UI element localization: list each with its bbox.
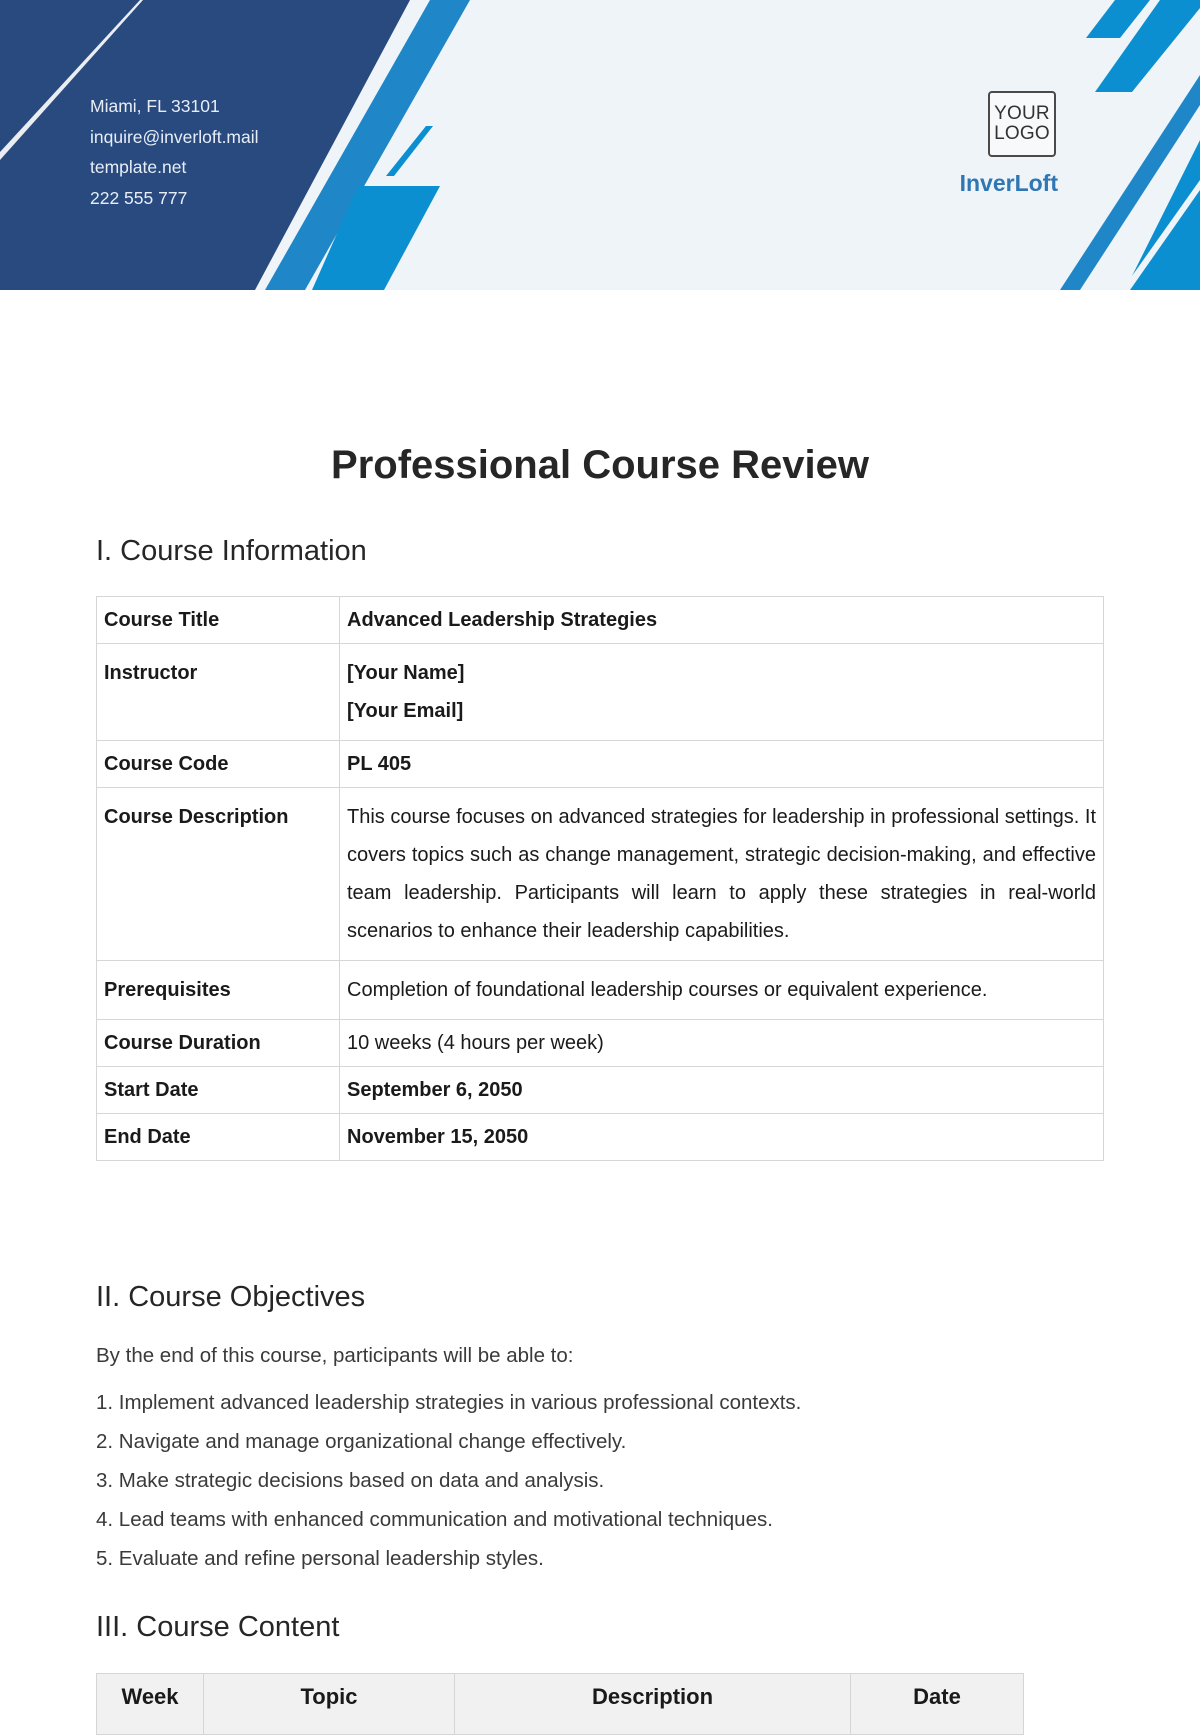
info-value-line: PL 405 — [347, 753, 412, 775]
info-value — [340, 788, 1104, 961]
info-value-line: [Your Email] — [347, 700, 464, 722]
info-label: Prerequisites — [97, 961, 340, 1020]
section-heading-course-information: I. Course Information — [96, 535, 367, 567]
course-content-table — [96, 1673, 1024, 1735]
section-heading-course-objectives: II. Course Objectives — [96, 1281, 366, 1313]
logo-text-line-1: YOUR — [994, 103, 1050, 124]
info-value — [340, 597, 1104, 644]
info-value-line: September 6, 2050 — [347, 1079, 523, 1101]
info-value-line: Completion of foundational leadership courses or equivalent experience. — [347, 979, 988, 1001]
info-value-line: [Your Name] — [347, 662, 465, 684]
info-value-line: 10 weeks (4 hours per week) — [347, 1032, 604, 1054]
objective-item: 3. Make strategic decisions based on data and analysis. — [96, 1469, 605, 1492]
column-header-date: Date — [851, 1674, 1024, 1735]
info-value — [340, 1067, 1104, 1114]
course-information-table — [96, 596, 1104, 1161]
info-value — [340, 961, 1104, 1020]
info-value-line: This course focuses on advanced strategies for leadership in professional settings. It covers topics such as change management, strategic decision-making, and effective team leadership. Participants will learn to apply these strategies in real-world scenarios to enhance their leadership capabilities. — [347, 806, 1096, 942]
page-title: Professional Course Review — [331, 443, 869, 487]
contact-block — [90, 91, 259, 213]
info-row — [97, 961, 1104, 1020]
info-row — [97, 788, 1104, 961]
info-row — [97, 597, 1104, 644]
info-value — [340, 1114, 1104, 1161]
objectives-list — [96, 1383, 801, 1578]
objective-item: 5. Evaluate and refine personal leadership styles. — [96, 1547, 544, 1570]
header-banner — [0, 0, 1200, 290]
info-label: Start Date — [97, 1067, 340, 1114]
brand-name: InverLoft — [959, 170, 1058, 196]
info-value-line: Advanced Leadership Strategies — [347, 609, 658, 631]
objectives-intro: By the end of this course, participants will be able to: — [96, 1344, 574, 1367]
objective-item: 1. Implement advanced leadership strategies in various professional contexts. — [96, 1391, 802, 1414]
info-row — [97, 644, 1104, 741]
info-value — [340, 741, 1104, 788]
logo-placeholder — [988, 91, 1056, 157]
section-heading-course-content: III. Course Content — [96, 1611, 340, 1643]
info-row — [97, 1114, 1104, 1161]
info-label: Instructor — [97, 644, 340, 741]
contact-address: Miami, FL 33101 — [90, 96, 220, 116]
column-header-topic: Topic — [204, 1674, 455, 1735]
info-row — [97, 741, 1104, 788]
info-value — [340, 1020, 1104, 1067]
info-value — [340, 644, 1104, 741]
info-value-line: November 15, 2050 — [347, 1126, 529, 1148]
info-label: Course Description — [97, 788, 340, 961]
contact-website: template.net — [90, 157, 187, 177]
info-row — [97, 1020, 1104, 1067]
contact-phone: 222 555 777 — [90, 187, 188, 208]
info-row — [97, 1067, 1104, 1114]
objective-item: 2. Navigate and manage organizational change effectively. — [96, 1430, 627, 1453]
column-header-week: Week — [97, 1674, 204, 1735]
logo-text-line-2: LOGO — [994, 123, 1050, 144]
objective-item: 4. Lead teams with enhanced communication and motivational techniques. — [96, 1508, 773, 1531]
contact-email: inquire@inverloft.mail — [90, 126, 259, 147]
info-label: Course Code — [97, 741, 340, 788]
info-label: Course Title — [97, 597, 340, 644]
column-header-description: Description — [455, 1674, 851, 1735]
info-label: Course Duration — [97, 1020, 340, 1067]
info-label: End Date — [97, 1114, 340, 1161]
